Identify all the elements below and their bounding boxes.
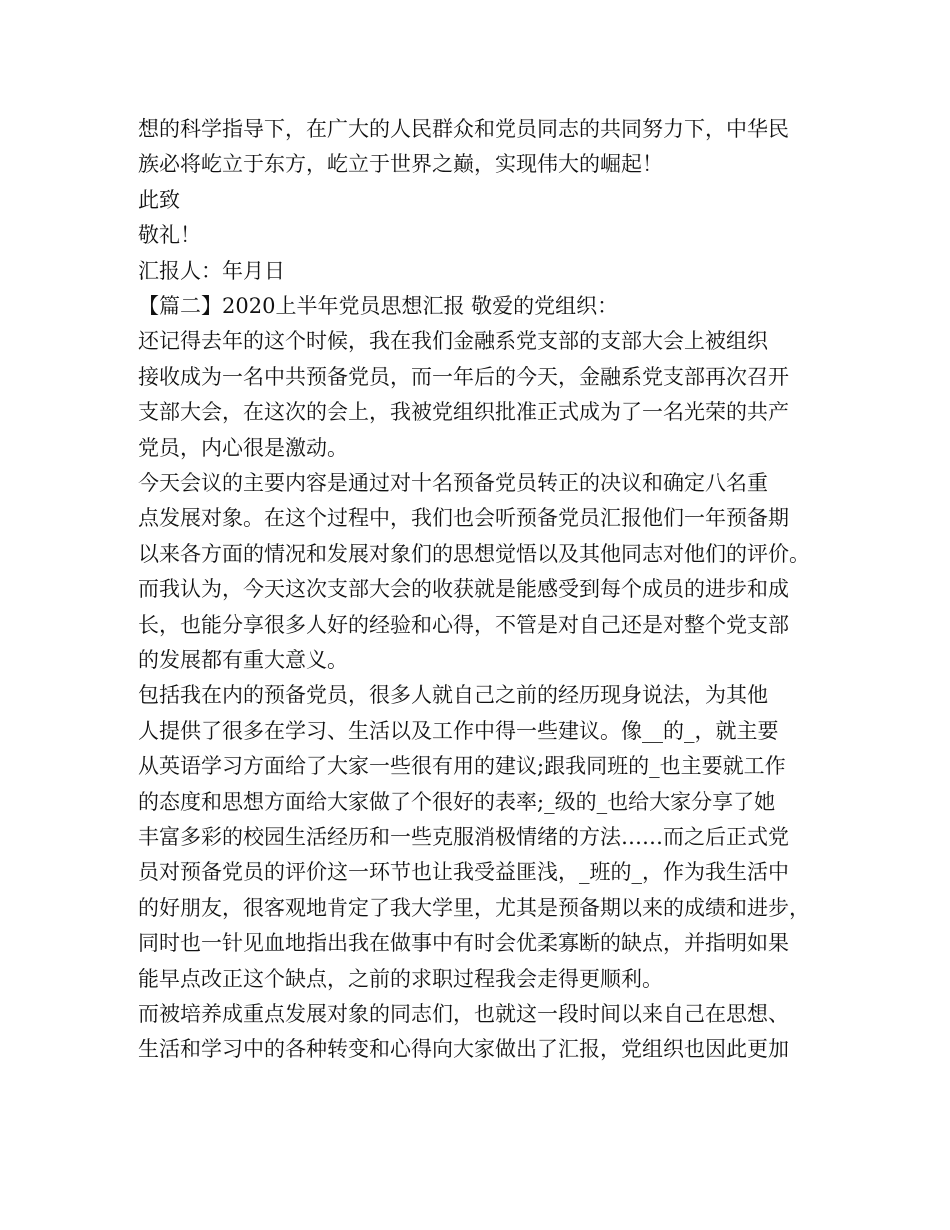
text-line: 【篇二】2020上半年党员思想汇报 敬爱的党组织： bbox=[138, 294, 619, 318]
text-line: 以来各方面的情况和发展对象们的思想觉悟以及其他同志对他们的评价。 bbox=[138, 542, 810, 566]
text-line: 点发展对象。在这个过程中，我们也会听预备党员汇报他们一年预备期 bbox=[138, 506, 789, 530]
text-line: 此致 bbox=[138, 188, 180, 212]
text-line: 能早点改正这个缺点，之前的求职过程我会走得更顺利。 bbox=[138, 967, 663, 991]
text-line: 同时也一针见血地指出我在做事中有时会优柔寡断的缺点，并指明如果 bbox=[138, 931, 789, 955]
text-line: 而我认为，今天这次支部大会的收获就是能感受到每个成员的进步和成 bbox=[138, 577, 789, 601]
text-line: 接收成为一名中共预备党员，而一年后的今天，金融系党支部再次召开 bbox=[138, 365, 789, 389]
text-line: 党员，内心很是激动。 bbox=[138, 436, 348, 460]
text-line: 的好朋友，很客观地肯定了我大学里，尤其是预备期以来的成绩和进步， bbox=[138, 896, 810, 920]
text-line: 包括我在内的预备党员，很多人就自己之前的经历现身说法，为其他 bbox=[138, 683, 768, 707]
text-line: 而被培养成重点发展对象的同志们，也就这一段时间以来自己在思想、 bbox=[138, 1002, 789, 1026]
text-line: 的发展都有重大意义。 bbox=[138, 648, 348, 672]
text-line: 长，也能分享很多人好的经验和心得，不管是对自己还是对整个党支部 bbox=[138, 613, 789, 637]
text-line: 从英语学习方面给了大家一些很有用的建议;跟我同班的_也主要就工作 bbox=[138, 754, 786, 778]
text-line: 丰富多彩的校园生活经历和一些克服消极情绪的方法……而之后正式党 bbox=[138, 825, 789, 849]
text-line: 的态度和思想方面给大家做了个很好的表率;_级的_也给大家分享了她 bbox=[138, 790, 776, 814]
text-line: 汇报人：年月日 bbox=[138, 259, 285, 283]
text-line: 今天会议的主要内容是通过对十名预备党员转正的决议和确定八名重 bbox=[138, 471, 768, 495]
text-line: 族必将屹立于东方，屹立于世界之巅，实现伟大的崛起！ bbox=[138, 152, 663, 176]
text-line: 人提供了很多在学习、生活以及工作中得一些建议。像__的_，就主要 bbox=[138, 719, 779, 743]
text-line: 支部大会，在这次的会上，我被党组织批准正式成为了一名光荣的共产 bbox=[138, 400, 789, 424]
text-line: 还记得去年的这个时候，我在我们金融系党支部的支部大会上被组织 bbox=[138, 329, 768, 353]
text-line: 想的科学指导下，在广大的人民群众和党员同志的共同努力下，中华民 bbox=[138, 117, 789, 141]
text-line: 敬礼！ bbox=[138, 223, 201, 247]
text-line: 生活和学习中的各种转变和心得向大家做出了汇报，党组织也因此更加 bbox=[138, 1037, 789, 1061]
text-line: 员对预备党员的评价这一环节也让我受益匪浅，_班的_，作为我生活中 bbox=[138, 860, 789, 884]
